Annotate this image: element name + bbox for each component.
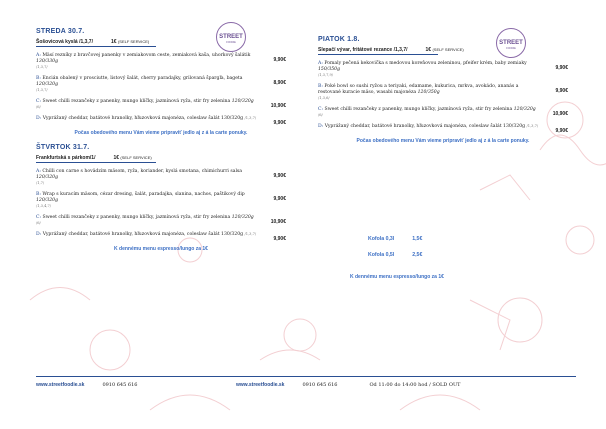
item-price: 9,90€: [273, 173, 286, 179]
item-price: 9,90€: [555, 65, 568, 71]
soup-note: (SELF SERVICE): [117, 39, 150, 44]
item-text: Sweet chilli rezančeky z panenky, mungo klíčky, jazmínová ryža, stir fry zelenina: [324, 107, 513, 112]
menu-item-c: [36, 215, 286, 226]
item-letter: A:: [36, 169, 41, 174]
item-letter: C:: [318, 107, 324, 112]
footer-left: [36, 382, 137, 388]
item-price: 10,90€: [270, 103, 286, 109]
left-column: [36, 28, 286, 252]
item-weight: 130/330g: [36, 59, 59, 64]
item-letter: D:: [36, 232, 42, 237]
item-letter: A:: [36, 53, 41, 58]
menu-item-a: [36, 53, 286, 70]
item-text: Encián obalený v prosciutte, listový šalát, cherry paradajky, grilovaná špargľa, bageta: [42, 76, 243, 81]
item-text: Vyprážaný cheddar, batátové hranolky, hľuzovková majonéza, coleslaw šalát 130/320g: [42, 116, 244, 121]
drink-name: Kofola 0,5l: [368, 252, 395, 258]
item-weight: 150/350g: [318, 67, 341, 72]
logo-subtext: FOODIE: [226, 41, 236, 44]
menu-item-d: [318, 124, 568, 134]
day-title-friday: PIATOK 1.8.: [318, 36, 360, 43]
logo-text: STREET: [499, 40, 523, 46]
soup-price: 1€: [110, 39, 117, 45]
item-weight: 120/320g: [231, 99, 254, 104]
item-letter: C:: [36, 215, 42, 220]
item-price: 9,90€: [273, 236, 286, 242]
website-link[interactable]: www.streetfoodie.sk: [236, 382, 285, 388]
item-letter: D:: [318, 124, 324, 129]
item-text: Vyprážaný cheddar, batátové hranolky, hľuzovková majonéza, coleslaw šalát 130/320g: [42, 232, 244, 237]
menu-item-d: [36, 232, 286, 242]
menu-item-b: [318, 84, 568, 101]
a-la-carte-promo: Počas obedového menu Vám vieme pripraviť jedlo aj z á la carte ponuky.: [74, 130, 248, 136]
item-allergens: /1,3,6/: [318, 96, 330, 100]
item-price: 10,90€: [552, 111, 568, 117]
right-column: [318, 36, 568, 144]
item-price: 9,90€: [273, 196, 286, 202]
item-letter: D:: [36, 116, 42, 121]
drink-row: [368, 252, 488, 258]
soup-name: Frankfurtská s párkom/1/: [36, 155, 96, 161]
logo-text: STREET: [219, 34, 243, 40]
drink-row: [368, 236, 488, 242]
item-price: 9,90€: [273, 57, 286, 63]
item-weight: 120/320g: [36, 198, 59, 203]
soup-price: 1€: [113, 155, 120, 161]
menu-item-c: [36, 99, 286, 110]
item-allergens: /1,3,4,7/: [36, 204, 51, 208]
item-weight: 120/320g: [513, 107, 536, 112]
item-text: Mäsí rezníky z bravčovej panenky v zemiakovom ceste, zemiaková kaša, uhorkový šalátik: [42, 53, 251, 58]
menu-item-c: [318, 107, 568, 118]
item-allergens: /1,3,7,9/: [318, 73, 333, 77]
item-allergens: /6/: [36, 105, 41, 109]
item-text: Chilli con carne s hovädzím mäsom, ryža, koriander, kyslá smotana, chimichurri salsa: [42, 169, 243, 174]
soup-name: Šošovicová kyslá /1,3,7/: [36, 39, 93, 45]
item-letter: B:: [36, 76, 41, 81]
soup-note: (SELF SERVICE): [120, 155, 152, 160]
logo-subtext: FOODIE: [506, 47, 516, 50]
opening-hours: Od 11:00 do 14:00 hod / SOLD OUT: [369, 382, 461, 388]
soup-note: (SELF SERVICE): [432, 47, 464, 52]
item-allergens: /1,3,7/: [36, 88, 48, 92]
item-text: Poké bowl so sushi ryžou a teriyaki, edamame, kukurica, mrkva, avokádo, ananás a restované kuracie mäso, wasabi majonéza: [318, 84, 519, 95]
drink-name: Kofola 0,3l: [368, 236, 395, 242]
soup-name: Slepačí vývar, fritátové rezance /1,3,7/: [318, 47, 408, 53]
soup-line: [36, 39, 286, 45]
street-foodie-logo: [216, 22, 246, 52]
item-allergens: /1,7/: [36, 181, 45, 185]
item-text: Pomaly pečená kekovička s medovou koreňovou zeleninou, pfeifer krém, baby zemiaky: [324, 61, 527, 66]
soup-underline: [36, 46, 156, 47]
item-letter: A:: [318, 61, 323, 66]
menu-item-b: [36, 76, 286, 93]
a-la-carte-promo: Počas obedového menu Vám vieme pripraviť jedlo aj z á la carte ponuky.: [356, 138, 530, 144]
item-letter: C:: [36, 99, 42, 104]
item-price: 9,90€: [555, 88, 568, 94]
item-price: 8,90€: [273, 80, 286, 86]
menu-item-a: [36, 169, 286, 186]
menu-item-d: [36, 116, 286, 126]
footer-divider: [36, 376, 576, 377]
item-text: Sweet chilli rezančeky z panenky, mungo klíčky, jazmínová ryža, stir fry zelenina: [42, 99, 231, 104]
item-text: Vyprážaný cheddar, batátové hranolky, hľuzovková majonéza, coleslaw šalát 130/320g: [324, 124, 526, 129]
menu-item-b: [36, 192, 286, 209]
item-text: Wrap s kuracím mäsom, cézar dresing, šalát, paradajka, slanina, nachos, paštikový dip: [42, 192, 245, 197]
soup-line: [36, 155, 286, 161]
item-allergens: /1,3,7/: [36, 65, 48, 69]
item-price: 9,90€: [273, 120, 286, 126]
item-allergens: /6/: [318, 113, 323, 117]
drink-price: 2,5€: [412, 252, 423, 258]
item-allergens: /1,3,7/: [244, 232, 257, 236]
footer-right: [236, 382, 461, 388]
phone-number: 0910 645 616: [302, 382, 338, 388]
item-letter: B:: [36, 192, 41, 197]
item-weight: 120/350g: [417, 90, 440, 95]
item-price: 9,90€: [555, 128, 568, 134]
espresso-promo: K dennému menu espresso/lungo za 1€: [114, 246, 208, 252]
item-weight: 120/320g: [36, 175, 59, 180]
espresso-promo: K dennému menu espresso/lungo za 1€: [350, 274, 444, 280]
drinks-list: [368, 236, 488, 268]
soup-underline: [318, 54, 438, 55]
soup-line: [318, 47, 568, 53]
item-weight: 120/320g: [36, 82, 59, 87]
menu-item-a: [318, 61, 568, 78]
item-allergens: /1,3,7/: [244, 116, 257, 120]
day-title-wednesday: STREDA 30.7.: [36, 28, 85, 35]
website-link[interactable]: www.streetfoodie.sk: [36, 382, 85, 388]
drink-price: 1,5€: [412, 236, 423, 242]
item-price: 10,90€: [270, 219, 286, 225]
day-title-thursday: ŠTVRTOK 31.7.: [36, 144, 90, 151]
item-text: Sweet chilli rezančeky z panenky, mungo klíčky, jazmínová ryža, stir fry zelenina: [42, 215, 231, 220]
item-weight: 120/320g: [231, 215, 254, 220]
soup-price: 1€: [425, 47, 432, 53]
item-allergens: /1,3,7/: [526, 124, 539, 128]
soup-underline: [36, 162, 156, 163]
item-letter: B:: [318, 84, 323, 89]
item-allergens: /6/: [36, 221, 41, 225]
phone-number: 0910 645 616: [102, 382, 138, 388]
